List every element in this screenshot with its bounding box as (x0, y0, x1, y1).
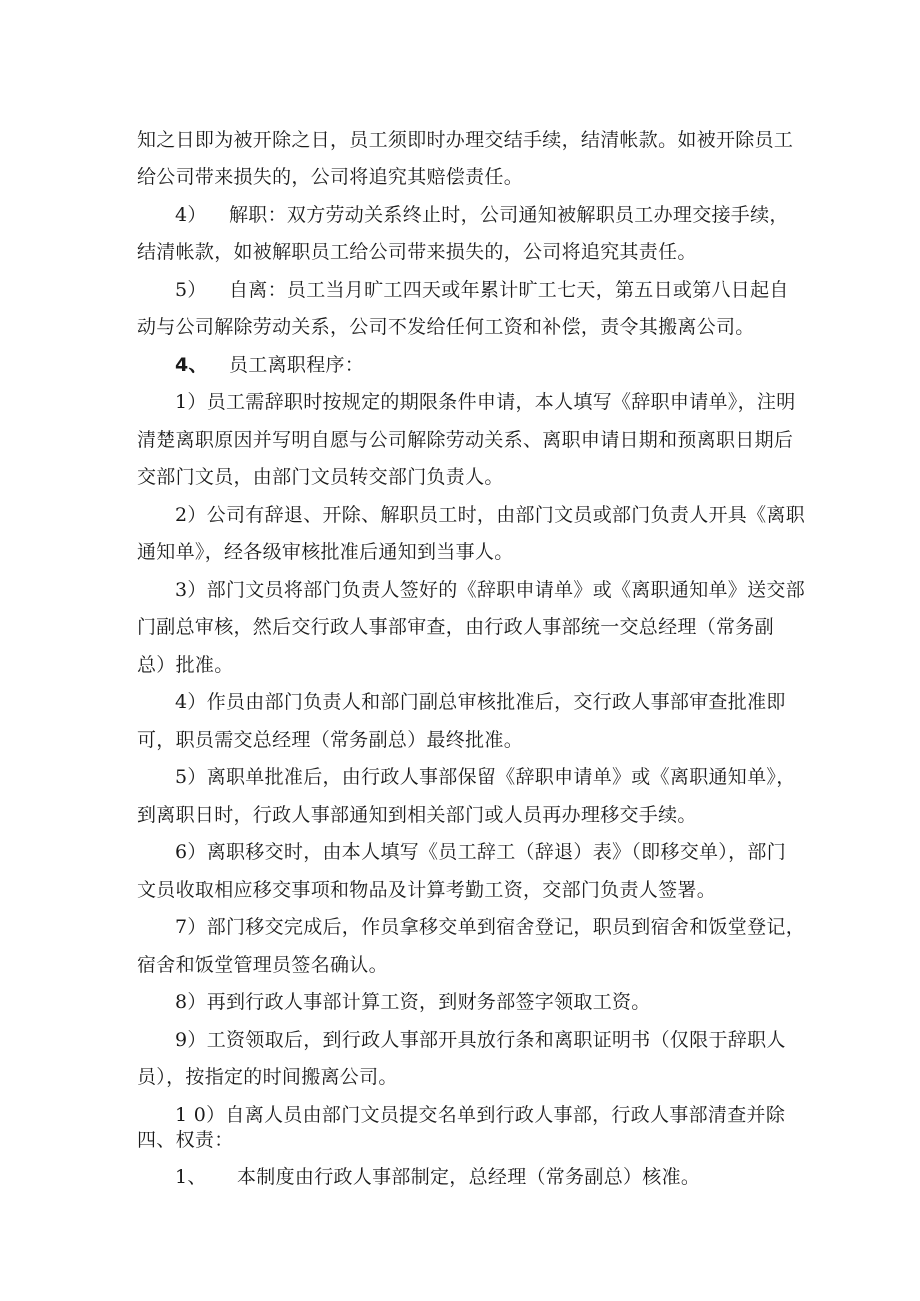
step-4-line-1: 4）作员由部门负责人和部门副总审核批准后，交行政人事部审查批准即 (175, 691, 786, 713)
responsibility-1 (0, 1165, 920, 1189)
text-line-2: 给公司带来损失的，公司将追究其赔偿责任。 (137, 166, 524, 188)
step-7-line-2: 宿舍和饭堂管理员签名确认。 (137, 954, 388, 976)
step-5-line-2: 到离职日时，行政人事部通知到相关部门或人员再办理移交手续。 (137, 804, 697, 826)
step-2-line-1: 2）公司有辞退、开除、解职员工时，由部门文员或部门负责人开具《离职 (175, 504, 805, 526)
step-1-line-1: 1）员工需辞职时按规定的期限条件申请，本人填写《辞职申请单》，注明 (175, 391, 796, 413)
step-1-line-3: 交部门文员，由部门文员转交部门负责人。 (137, 466, 504, 488)
step-9-line-1: 9）工资领取后，到行政人事部开具放行条和离职证明书（仅限于辞职人 (175, 1029, 786, 1051)
clause-number: 5） (175, 279, 207, 301)
step-7-line-1: 7）部门移交完成后，作员拿移交单到宿舍登记，职员到宿舍和饭堂登记， (175, 916, 805, 938)
clause-text: 解职：双方劳动关系终止时，公司通知被解职员工办理交接手续， (229, 204, 789, 226)
step-3-line-2: 门副总审核，然后交行政人事部审查，由行政人事部统一交总经理（常务副 (137, 616, 774, 638)
clause-5-absconding (0, 278, 920, 302)
item-number: 1、 (175, 1166, 207, 1188)
section-number: 4、 (175, 354, 208, 376)
text-line-4: 动与公司解除劳动关系，公司不发给任何工资和补偿，责令其搬离公司。 (137, 316, 755, 338)
step-5-line-1: 5）离职单批准后，由行政人事部保留《辞职申请单》或《离职通知单》， (175, 766, 796, 788)
step-6-line-2: 文员收取相应移交事项和物品及计算考勤工资，交部门负责人签署。 (137, 879, 717, 901)
step-2-line-2: 通知单》，经各级审核批准后通知到当事人。 (137, 541, 514, 563)
clause-text: 自离：员工当月旷工四天或年累计旷工七天，第五日或第八日起自 (229, 279, 789, 301)
step-8-line-1: 8）再到行政人事部计算工资，到财务部签字领取工资。 (175, 991, 651, 1013)
step-10-line-1: 1 0）自离人员由部门文员提交名单到行政人事部，行政人事部清查并除 (175, 1104, 786, 1126)
item-text: 本制度由行政人事部制定，总经理（常务副总）核准。 (237, 1166, 701, 1188)
clause-4-dismissal (0, 203, 920, 227)
section-responsibilities-heading: 四、权责： (137, 1129, 234, 1151)
step-4-line-2: 可，职员需交总经理（常务副总）最终批准。 (137, 729, 524, 751)
text-line-3: 结清帐款，如被解职员工给公司带来损失的，公司将追究其责任。 (137, 241, 697, 263)
section-title: 员工离职程序： (229, 354, 365, 376)
step-9-line-2: 员），按指定的时间搬离公司。 (137, 1066, 398, 1088)
step-3-line-1: 3）部门文员将部门负责人签好的《辞职申请单》或《离职通知单》送交部 (175, 579, 805, 601)
step-1-line-2: 清楚离职原因并写明自愿与公司解除劳动关系、离职申请日期和预离职日期后 (137, 429, 794, 451)
section-4-heading (0, 353, 920, 377)
text-line-1: 知之日即为被开除之日，员工须即时办理交结手续，结清帐款。如被开除员工 (137, 129, 794, 151)
step-3-line-3: 总）批准。 (137, 654, 234, 676)
clause-number: 4） (175, 204, 207, 226)
step-6-line-1: 6）离职移交时，由本人填写《员工辞工（辞退）表》（即移交单），部门 (175, 841, 786, 863)
